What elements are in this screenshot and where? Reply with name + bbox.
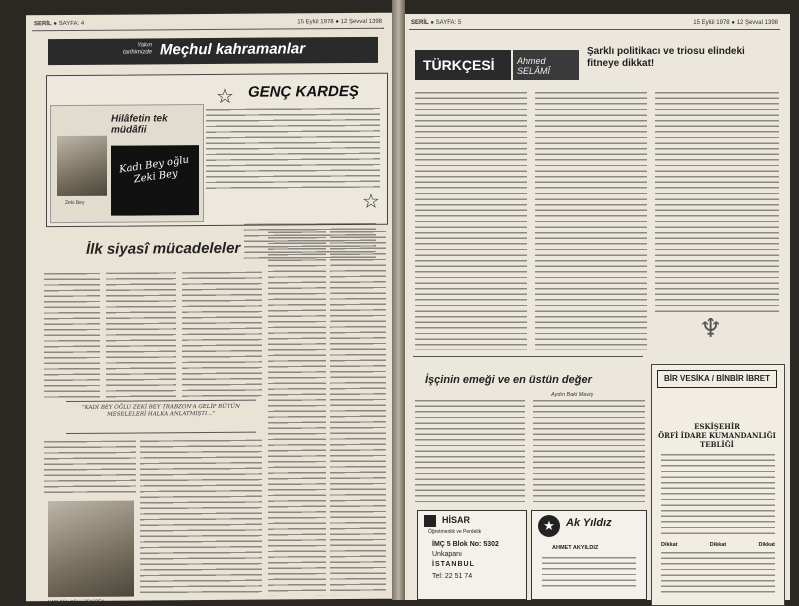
hisar-phone: Tel: 22 51 74: [432, 573, 473, 580]
hisar-logo-icon: [424, 515, 436, 527]
column-5: [330, 231, 386, 595]
column-3: [182, 272, 262, 401]
dikkat-label-3: Dikkat: [758, 542, 775, 548]
promo-caption: Zeki Bey: [65, 199, 85, 207]
column-title: TÜRKÇESİ: [423, 57, 495, 73]
article-rule: [413, 356, 643, 357]
notice-title-3: TEBLİĞİ: [700, 440, 734, 449]
zeki-bey-portrait: [57, 136, 107, 196]
promo-title: Hilâfetin tek müdâfii: [111, 113, 168, 136]
dikkat-label-1: Dikkat: [661, 542, 678, 548]
right-column-3: [655, 92, 779, 312]
column-2: [106, 272, 176, 400]
article-title: İşçinin emeği ve en üstün değer: [425, 374, 592, 386]
notice-title-2: ÖRFİ İDARE KUMANDANLIĞI: [658, 431, 776, 440]
section-title: İlk siyasî mücadeleler: [86, 239, 241, 258]
banner-kicker: Yakın tarihimizde: [122, 42, 152, 56]
meçhul-banner: [48, 37, 378, 65]
star-outline-icon: ☆: [362, 188, 380, 213]
left-header-rule: [32, 28, 384, 31]
zeki-bey-photo: [48, 501, 134, 598]
promo-panel: [50, 104, 204, 223]
dikkat-label-2: Dikkat: [709, 542, 727, 548]
quote-rule-bottom: [66, 432, 256, 434]
notice-dikkat-row: [661, 542, 775, 548]
genc-kardes-body: [206, 108, 380, 189]
turkcesi-box: [415, 50, 511, 80]
hisar-address-1: İMÇ 5 Blok No: 5302: [432, 541, 499, 548]
column-2b: [140, 440, 262, 597]
left-header-date: 15 Eylül 1978 ● 12 Şevval 1398: [297, 18, 382, 26]
column-1: [44, 273, 100, 401]
column-1b: [44, 441, 136, 496]
right-header-date: 15 Eylül 1978 ● 12 Şevval 1398: [693, 20, 778, 26]
left-header-paper: SERİL ● SAYFA: 4: [34, 20, 85, 28]
article-column-1: [415, 400, 525, 504]
column-4: [268, 231, 326, 595]
article-author: Aydın Baki Maviş: [551, 392, 594, 398]
hisar-city: İSTANBUL: [432, 561, 475, 568]
right-column-2: [535, 92, 647, 350]
right-header-rule: [409, 29, 780, 30]
right-header-paper: SERİL ● SAYFA: 5: [411, 20, 462, 26]
right-column-1: [415, 92, 527, 350]
book-gutter: [392, 0, 405, 600]
author-box: [513, 50, 579, 80]
promo-dark-panel: [111, 145, 199, 216]
akyildiz-owner: AHMET AKYILDIZ: [552, 545, 599, 551]
akyildiz-star-icon: ★: [538, 515, 560, 537]
notice-body: [661, 454, 775, 538]
right-page: [405, 14, 790, 600]
akyildiz-ad: [531, 510, 647, 600]
article-column-2: [533, 400, 645, 504]
hisar-address-2: Unkapanı: [432, 551, 462, 558]
akyildiz-details: [542, 557, 636, 589]
photo-caption: KADI BEY OĞLU ZEKİ BEY: [48, 598, 105, 605]
hisar-name: HİSAR: [442, 515, 471, 525]
pull-quote: "KADI BEY OĞLU ZEKİ BEY TRABZON'A GELİP BÜTÜN MESELELERİ HALKA ANLATMIŞTI...": [82, 403, 240, 418]
quote-rule-top: [66, 400, 256, 402]
banner-title: Meçhul kahramanlar: [160, 40, 306, 59]
hisar-ad: [417, 510, 527, 600]
notice-title-1: ESKİŞEHİR: [694, 422, 740, 431]
notice-banner: BİR VESİKA / BİNBİR İBRET: [657, 370, 777, 388]
chandelier-icon: ♆: [699, 314, 723, 344]
akyildiz-name: Ak Yıldız: [566, 517, 612, 529]
hisar-subtitle: Öğretmenlik ve Perdelik: [428, 529, 482, 535]
column-author: Ahmed SELÂMÎ: [517, 56, 551, 76]
genc-kardes-title: GENÇ KARDEŞ: [248, 82, 359, 101]
column-headline: Şarklı politikacı ve triosu elindeki fitneye dikkat!: [587, 46, 745, 69]
notice-footer-text: [661, 552, 775, 596]
star-icon: ☆: [216, 83, 234, 108]
left-page: [26, 13, 392, 605]
promo-script-name: Kadı Bey oğlu Zeki Bey: [118, 154, 190, 186]
